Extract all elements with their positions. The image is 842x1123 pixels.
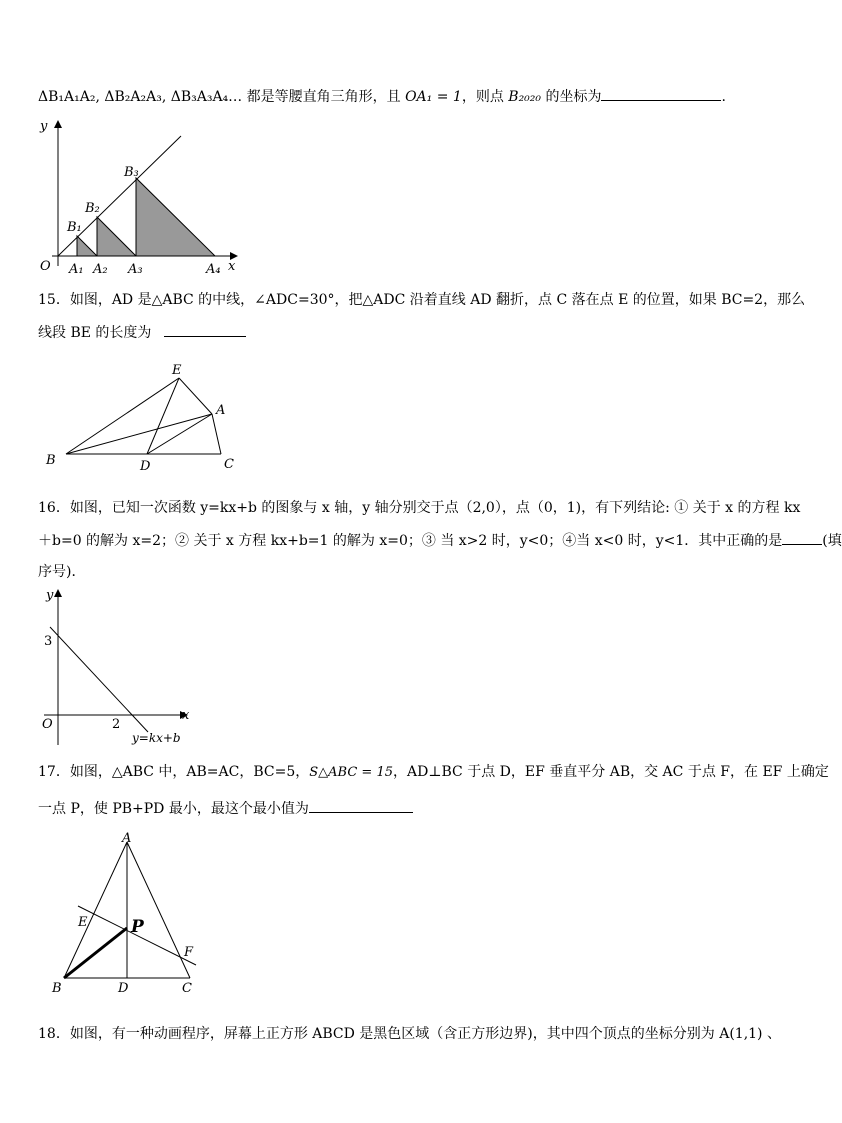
q14-label-A1: A₁ [69, 262, 84, 277]
q15-label-E: E [172, 363, 182, 378]
q14-label-B1: B₁ [67, 220, 82, 235]
q14-label-A4: A₄ [206, 262, 221, 277]
q16-line-label: y=kx+b [132, 731, 181, 745]
q15-label-B: B [46, 453, 56, 468]
q14-y-arrow [54, 120, 62, 128]
q15-seg-DA [147, 414, 212, 454]
q15-seg-ED [147, 378, 179, 454]
q14-label-A2: A₂ [93, 262, 108, 277]
q17-area: S△ABC = 15 [309, 765, 393, 780]
q17-line1 [38, 762, 829, 783]
q17-line2-text: 一点 P，使 PB+PD 最小，最这个最小值为 [38, 801, 309, 817]
q17-seg-BP [64, 928, 127, 978]
q15-label-D: D [140, 459, 151, 474]
q14-text [38, 86, 726, 107]
q15-seg-BE [66, 378, 179, 454]
q17-line1-text: 17．如图，△ABC 中，AB=AC，BC=5， [38, 764, 310, 780]
q18-line1: 18．如图，有一种动画程序，屏幕上正方形 ABCD 是黑色区域（含正方形边界)，其中四个顶点的坐标分别为 A(1,1) 、 [38, 1026, 781, 1042]
q15-line2-text: 线段 BE 的长度为 [38, 325, 152, 341]
q17-label-F: F [184, 945, 194, 960]
q14-tri-3 [136, 178, 215, 256]
q14-cond: OA₁ = 1 [405, 89, 462, 105]
q16-line3: 序号)． [38, 564, 86, 580]
q16-y-tick-label: 3 [44, 634, 53, 649]
q15-figure [44, 362, 244, 472]
q14-label-B2: B₂ [85, 201, 100, 216]
q16-figure [36, 585, 206, 750]
q16-function-line [50, 627, 148, 732]
q15-seg-BA [66, 414, 212, 454]
q16-line2-tail: (填 [822, 533, 842, 549]
q15-seg-AC [212, 414, 221, 454]
q17-figure [48, 830, 218, 995]
q15-line1: 15．如图，AD 是△ABC 的中线，∠ADC=30°，把△ADC 沿着直线 AD 翻折，点 C 落在点 E 的位置，如果 BC=2，那么 [38, 292, 806, 308]
q14-figure [30, 118, 250, 278]
q17-label-P: P [131, 917, 144, 937]
q14-tri-2 [97, 217, 136, 256]
q14-label-A3: A₃ [128, 262, 143, 277]
q16-line2-text: ＋b=0 的解为 x=2；② 关于 x 方程 kx+b=1 的解为 x=0；③ 当 x>2 时，y<0；④当 x<0 时，y<1．其中正确的是 [38, 533, 783, 549]
q14-tail: 的坐标为 [541, 89, 602, 105]
q16-x-tick-label: 2 [112, 717, 121, 732]
q16-y-arrow [54, 589, 62, 597]
q15-label-A: A [216, 403, 226, 418]
q17-label-B: B [52, 981, 62, 996]
q17-line2 [38, 798, 413, 819]
q17-line1-tail: ，AD⊥BC 于点 D，EF 垂直平分 AB，交 AC 于点 F，在 EF 上确定 [392, 764, 829, 780]
q15-line2 [38, 322, 246, 343]
q14-lead: ΔB₁A₁A₂, ΔB₂A₂A₃, ΔB₃A₃A₄… 都是等腰直角三角形，且 [38, 89, 406, 105]
q14-x-label: x [228, 259, 236, 274]
q17-label-E: E [78, 915, 88, 930]
q14-point: B₂₀₂₀ [508, 89, 542, 105]
q15-seg-EA [179, 378, 212, 414]
q16-line2 [38, 530, 842, 551]
q16-origin-label: O [42, 717, 53, 732]
q14-tri-1 [77, 236, 97, 256]
q14-mid: ，则点 [461, 89, 509, 105]
q17-label-C: C [182, 981, 192, 996]
q17-label-A: A [122, 831, 132, 846]
q15-answer-blank[interactable] [164, 322, 246, 337]
q14-origin-label: O [40, 259, 51, 274]
q14-end: . [721, 89, 726, 105]
q17-answer-blank[interactable] [309, 798, 413, 813]
q16-y-label: y [46, 588, 54, 603]
q16-x-label: x [182, 708, 190, 723]
q16-answer-blank[interactable] [782, 530, 822, 545]
q14-label-B3: B₃ [124, 165, 139, 180]
q17-seg-AB [64, 842, 127, 978]
q17-label-D: D [118, 981, 129, 996]
q16-line1: 16．如图，已知一次函数 y=kx+b 的图象与 x 轴，y 轴分别交于点（2,0），点（0，1)，有下列结论: ① 关于 x 的方程 kx [38, 500, 801, 516]
q14-answer-blank[interactable] [601, 86, 721, 101]
q14-y-label: y [40, 119, 48, 134]
q15-label-C: C [224, 457, 234, 472]
